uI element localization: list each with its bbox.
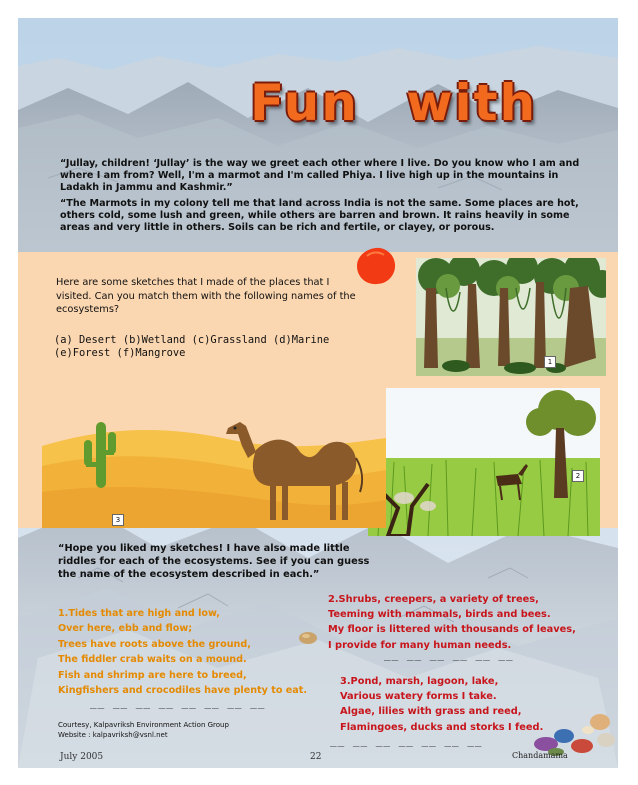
riddle-3-line-1: 3.Pond, marsh, lagoon, lake,: [340, 676, 499, 687]
sketch-number-3: 3: [112, 514, 124, 526]
riddle-2: [328, 592, 598, 653]
riddle-3-line-3: Algae, lilies with grass and reed,: [340, 706, 522, 718]
riddle-1-line-1: 1.Tides that are high and low,: [58, 608, 220, 619]
options-line-2: (e)Forest (f)Mangrove: [54, 346, 186, 359]
sketch-number-2: 2: [572, 470, 584, 482]
riddle-2-answer-blank: __ __ __ __ __ __: [384, 648, 514, 661]
riddle-1-answer-blank: __ __ __ __ __ __ __ __: [90, 696, 266, 709]
intro-paragraph-2: “The Marmots in my colony tell me that land across India is not the same. Some places are hot, others cold, some lush and green, while others are barren and brown. It rains heavily in some areas and very little in others. Soils can be rich and fertile, or clayey, or porous.: [60, 197, 579, 234]
sketch-number-1: 1: [544, 356, 556, 368]
magazine-page: [18, 18, 618, 768]
sun-icon: [355, 246, 397, 286]
riddle-3-answer-blank: __ __ __ __ __ __ __: [330, 734, 483, 747]
riddles-intro: “Hope you liked my sketches! I have also made little riddles for each of the ecosystems. See if you can guess the name of the ecosystem described in each.”: [58, 543, 370, 581]
ecosystem-options: [54, 334, 374, 359]
credit-line-2: Website : kalpavriksh@vsnl.net: [58, 731, 168, 739]
riddle-1-line-3: Trees have roots above the ground,: [58, 638, 251, 650]
desert-sketch: [42, 388, 386, 528]
matching-prompt: Here are some sketches that I made of the places that I visited. Can you match them with the following names of the ecosystems?: [56, 277, 356, 316]
intro-paragraph-1: “Jullay, children! ‘Jullay’ is the way we greet each other where I live. Do you know who I am and where I am from? Well, I'm a marmot and I'm called Phiya. I live high up in the mountains in Ladakh in Jammu and Kashmir.”: [60, 158, 580, 194]
riddle-1-line-4: The fiddler crab waits on a mound.: [58, 654, 247, 666]
riddle-1: [58, 606, 348, 698]
forest-sketch: [416, 258, 606, 376]
riddle-3-line-4: Flamingoes, ducks and storks I feed.: [340, 721, 544, 733]
riddle-2-line-2: Teeming with mammals, birds and bees.: [328, 609, 551, 621]
credit-line-1: Courtesy, Kalpavriksh Environment Action Group: [58, 721, 229, 729]
riddle-1-line-5: Fish and shrimp are here to breed,: [58, 669, 247, 681]
pebble-icon: [298, 630, 318, 646]
riddle-1-line-6: Kingfishers and crocodiles have plenty to eat.: [58, 685, 307, 697]
riddle-1-line-2: Over here, ebb and flow;: [58, 623, 193, 635]
page-title: Fun with: [250, 74, 538, 132]
intro-text: [60, 158, 590, 234]
riddle-2-line-1: 2.Shrubs, creepers, a variety of trees,: [328, 594, 539, 605]
grassland-sketch: [368, 388, 600, 536]
magazine-name: Chandamama: [512, 751, 568, 760]
footer-date: July 2005: [60, 752, 104, 762]
riddle-3-line-2: Various watery forms I take.: [340, 691, 497, 703]
page-number: 22: [310, 752, 322, 762]
riddle-2-line-4: I provide for many human needs.: [328, 639, 512, 651]
stones-decoration-icon: [526, 700, 618, 758]
riddle-2-line-3: My floor is littered with thousands of leaves,: [328, 624, 576, 636]
options-line-1: (a) Desert (b)Wetland (c)Grassland (d)Marine: [54, 334, 330, 346]
credit: [58, 720, 298, 740]
